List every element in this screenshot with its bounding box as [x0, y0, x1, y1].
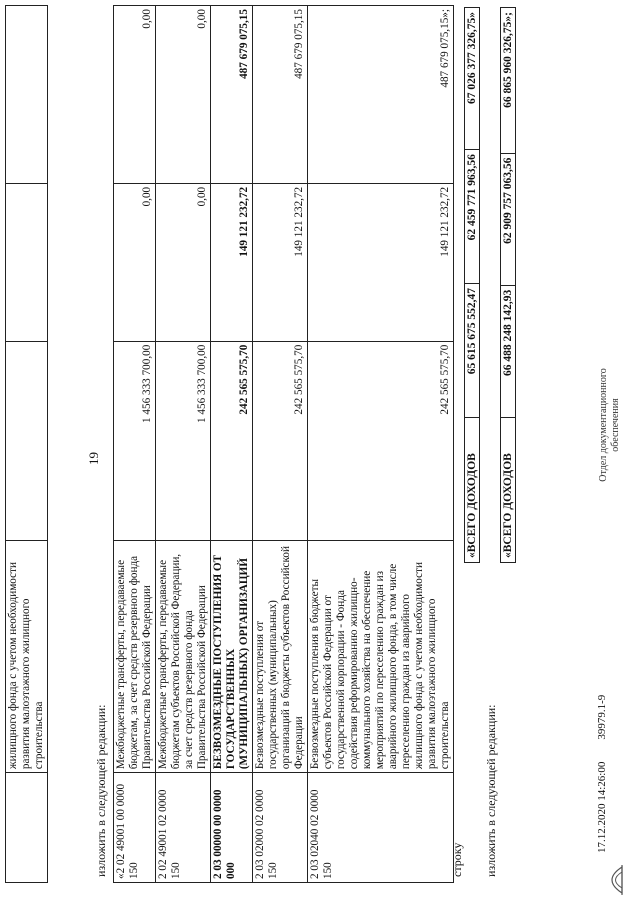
table-row	[253, 6, 308, 883]
footer-datetime: 17.12.2020 14:26:00	[596, 761, 608, 853]
cell-value-3: 0,00	[114, 6, 156, 184]
cell-name: БЕЗВОЗМЕЗДНЫЕ ПОСТУПЛЕНИЯ ОТ ГОСУДАРСТВЕННЫХ (МУНИЦИПАЛЬНЫХ) ОРГАНИЗАЦИЙ	[211, 541, 253, 773]
cell-value-1: 242 565 575,70	[211, 341, 253, 541]
cell-code: 2 03 02000 02 0000 150	[253, 773, 308, 883]
revenue-table	[113, 5, 454, 883]
total-value-2: 62 459 771 963,56	[465, 150, 480, 284]
cell-value-1: 242 565 575,70	[253, 341, 308, 541]
cell-code: 2 03 02040 02 0000 150	[308, 773, 454, 883]
cell-code: «2 02 49001 00 0000 150	[114, 773, 156, 883]
cell-value-3: 0,00	[156, 6, 211, 184]
cell-value-2: 149 121 232,72	[308, 183, 454, 341]
total-value-1: 65 615 675 552,47	[465, 284, 480, 418]
cell-code: 2 03 00000 00 0000 000	[211, 773, 253, 883]
total-label: «ВСЕГО ДОХОДОВ	[465, 418, 480, 563]
cell-name: Межбюджетные трансферты, передаваемые бюджетам субъектов Российской Федерации, за счет средств резервного фонда Правительства Российской Федерации	[156, 541, 211, 773]
total-value-3: 66 865 960 326,75»;	[501, 8, 516, 154]
footer-department: Отдел документационного обеспечения	[598, 368, 621, 482]
total-value-1: 66 488 248 142,93	[501, 285, 516, 417]
phrase-line: строку	[450, 842, 464, 877]
cell-name: Безвозмездные поступления от государственных (муниципальных) организаций в бюджеты субъектов Российской Федерации	[253, 541, 308, 773]
phrase-set-following-2: изложить в следующей редакции:	[484, 704, 498, 877]
cell-value-1: 1 456 333 700,00	[114, 341, 156, 541]
registry-logo-icon	[600, 863, 626, 897]
total-new-row	[500, 7, 516, 563]
page-number: 19	[86, 452, 101, 465]
table-row	[114, 6, 156, 883]
footer	[596, 695, 608, 853]
cell-value-3: 487 679 075,15	[253, 6, 308, 184]
total-value-3: 67 026 377 326,75»	[465, 8, 480, 150]
continuation-table	[5, 5, 48, 883]
table-row	[211, 6, 253, 883]
phrase-set-following: изложить в следующей редакции:	[94, 704, 108, 877]
cell-value-1: 1 456 333 700,00	[156, 341, 211, 541]
table-row	[156, 6, 211, 883]
cell-value-2: 0,00	[156, 183, 211, 341]
cell-name: Безвозмездные поступления в бюджеты субъектов Российской Федерации от государственной корпорации - Фонда содействия реформированию жилищно-коммунального хозяйства на обеспечение мероприятий по переселению граждан из аварийного жилищного фонда, в том числе переселению граждан из аварийного жилищного фонда с учетом необходимости развития малоэтажного жилищного строительства	[308, 541, 454, 773]
total-value-2: 62 909 757 063,56	[501, 153, 516, 285]
cell-value-2: 0,00	[114, 183, 156, 341]
cell-value-3: 487 679 075,15	[211, 6, 253, 184]
cell-value-2: 149 121 232,72	[211, 183, 253, 341]
cell-value-1: 242 565 575,70	[308, 341, 454, 541]
cell-name: Межбюджетные трансферты, передаваемые бюджетам, за счет средств резервного фонда Правительства Российской Федерации	[114, 541, 156, 773]
total-old-row	[464, 7, 480, 563]
cell-value-3: 487 679 075,15»;	[308, 6, 454, 184]
footer-doc-id: 39979.1-9	[596, 694, 608, 740]
table-row	[6, 6, 48, 883]
cell-code: 2 02 49001 02 0000 150	[156, 773, 211, 883]
table-row	[308, 6, 454, 883]
total-label: «ВСЕГО ДОХОДОВ	[501, 418, 516, 563]
cell-value-2: 149 121 232,72	[253, 183, 308, 341]
cell-name: жилищного фонда с учетом необходимости развития малоэтажного жилищного строительства	[6, 541, 48, 773]
